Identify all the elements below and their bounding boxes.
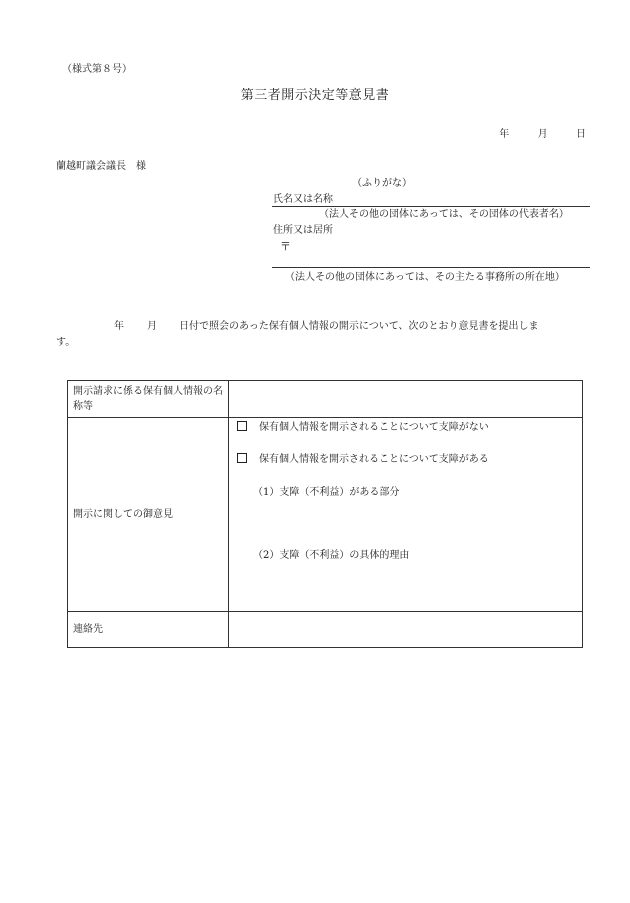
addressee: 蘭越町議会議長 様 — [56, 161, 146, 172]
date-year-label: 年 — [499, 129, 510, 140]
table-row-opinion — [68, 418, 583, 612]
contact-label-cell — [68, 612, 229, 648]
body-month-label: 月 — [147, 321, 157, 332]
name-field-line[interactable] — [272, 206, 590, 207]
table-row-info-name — [68, 381, 583, 418]
opinion-label: 開示に関しての御意見 — [73, 509, 173, 520]
date-day-label: 日 — [576, 129, 586, 140]
name-note: （法人その他の団体にあっては、その団体の代表者名） — [319, 209, 569, 220]
info-name-value-cell[interactable] — [229, 381, 583, 418]
checkbox-no-issue[interactable] — [237, 421, 247, 431]
address-field-line[interactable] — [272, 267, 590, 268]
opinion-label-cell — [68, 418, 229, 612]
postal-mark: 〒 — [280, 240, 291, 253]
contact-value-cell[interactable] — [229, 612, 583, 648]
address-label: 住所又は居所 — [273, 225, 333, 236]
document-title: 第三者開示決定等意見書 — [240, 88, 390, 103]
body-text: 日付で照会のあった保有個人情報の開示について、次のとおり意見書を提出しま — [179, 321, 539, 332]
info-name-label: 開示請求に係る保有個人情報の名称等 — [73, 386, 223, 412]
date-month-label: 月 — [537, 129, 548, 140]
checkbox-issue[interactable] — [237, 453, 247, 463]
option-no-issue-label: 保有個人情報を開示されることについて支障がない — [259, 422, 489, 433]
form-number: （様式第８号） — [62, 64, 132, 75]
opinion-value-cell — [229, 418, 583, 612]
body-text-line2: す。 — [56, 337, 76, 348]
body-year-label: 年 — [114, 321, 124, 332]
opinion-table — [67, 380, 583, 648]
option-no-issue[interactable] — [237, 421, 489, 434]
name-label: 氏名又は名称 — [273, 194, 333, 205]
option-issue[interactable] — [237, 453, 489, 466]
address-note: （法人その他の団体にあっては、その主たる事務所の所在地） — [285, 272, 565, 283]
info-name-label-cell — [68, 381, 229, 418]
sub-item-specific-reason: （2）支障（不利益）の具体的理由 — [253, 550, 410, 561]
furigana-label: （ふりがな） — [352, 178, 412, 189]
sub-item-affected-part: （1）支障（不利益）がある部分 — [253, 487, 400, 498]
contact-label: 連絡先 — [73, 624, 103, 635]
option-issue-label: 保有個人情報を開示されることについて支障がある — [259, 454, 489, 465]
table-row-contact — [68, 612, 583, 648]
date-line — [499, 129, 586, 141]
